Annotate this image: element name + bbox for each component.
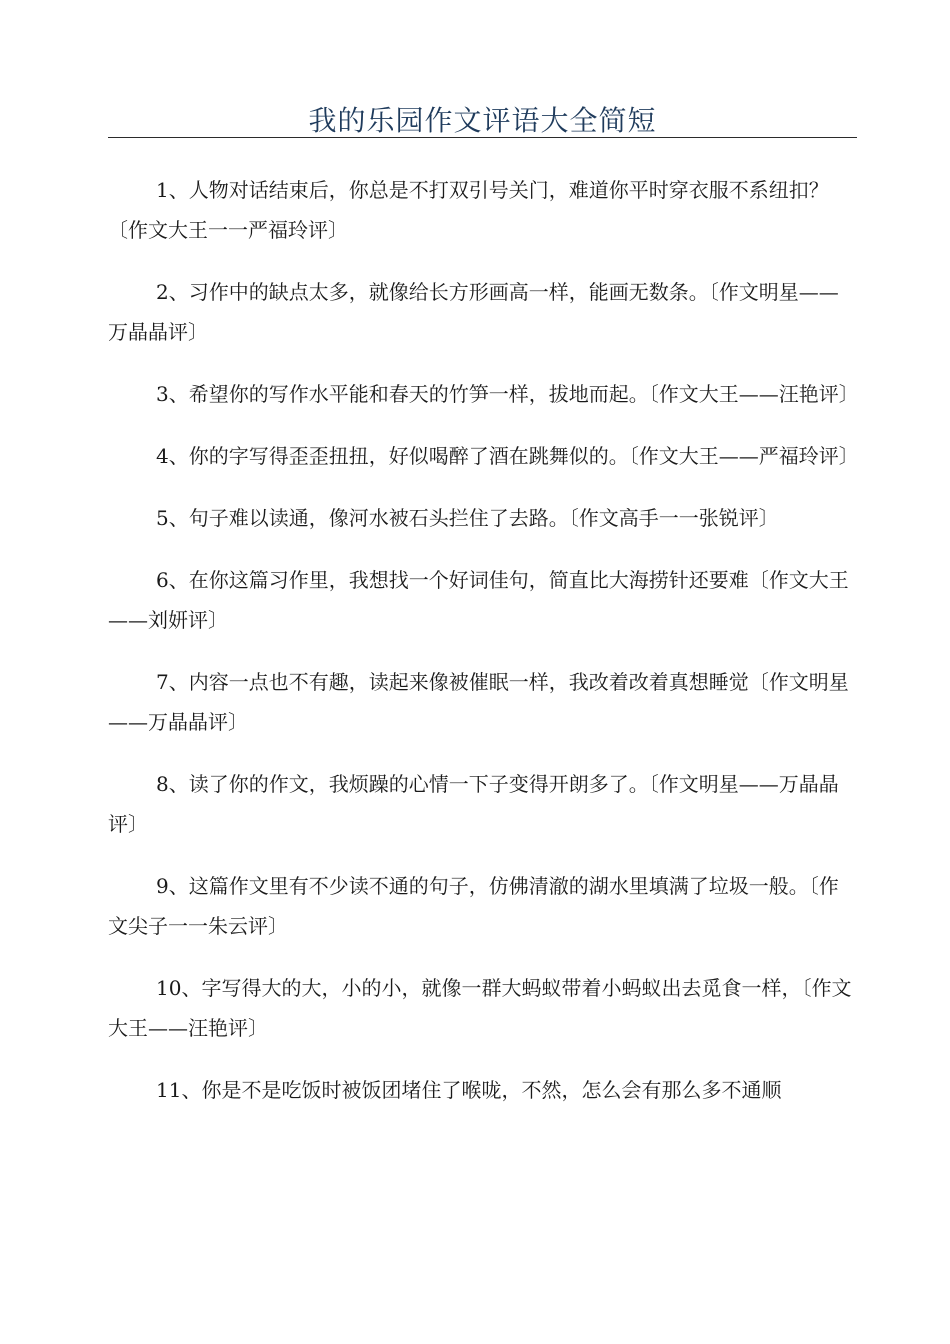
document-title: 我的乐园作文评语大全简短 [308,104,657,137]
comment-item-3: 3、希望你的写作水平能和春天的竹笋一样，拔地而起。〔作文大王——汪艳评〕 [156,382,859,406]
comment-item-7: 7、内容一点也不有趣，读起来像被催眠一样，我改着改着真想睡觉〔作文明星——万晶晶评〕 [108,670,849,734]
comment-item-11: 11、你是不是吃饭时被饭团堵住了喉咙，不然，怎么会有那么多不通顺 [156,1078,782,1102]
comment-item-10: 10、字写得大的大，小的小，就像一群大蚂蚁带着小蚂蚁出去觅食一样，〔作文大王——汪艳评〕 [108,976,852,1040]
comment-list [108,170,859,1132]
comment-item-4: 4、你的字写得歪歪扭扭，好似喝醉了酒在跳舞似的。〔作文大王——严福玲评〕 [156,444,859,468]
comment-item-6: 6、在你这篇习作里，我想找一个好词佳句，简直比大海捞针还要难〔作文大王——刘妍评〕 [108,568,849,632]
title-underline [108,137,857,138]
comment-item-2: 2、习作中的缺点太多，就像给长方形画高一样，能画无数条。〔作文明星——万晶晶评〕 [108,280,839,344]
comment-item-5: 5、句子难以读通，像河水被石头拦住了去路。〔作文高手一一张锐评〕 [156,506,779,530]
comment-item-1: 1、人物对话结束后，你总是不打双引号关门，难道你平时穿衣服不系纽扣？〔作文大王一一严福玲评〕 [108,178,829,242]
comment-item-8: 8、读了你的作文，我烦躁的心情一下子变得开朗多了。〔作文明星——万晶晶评〕 [108,772,839,836]
comment-item-9: 9、这篇作文里有不少读不通的句子，仿佛清澈的湖水里填满了垃圾一般。〔作文尖子一一朱云评〕 [108,874,839,938]
